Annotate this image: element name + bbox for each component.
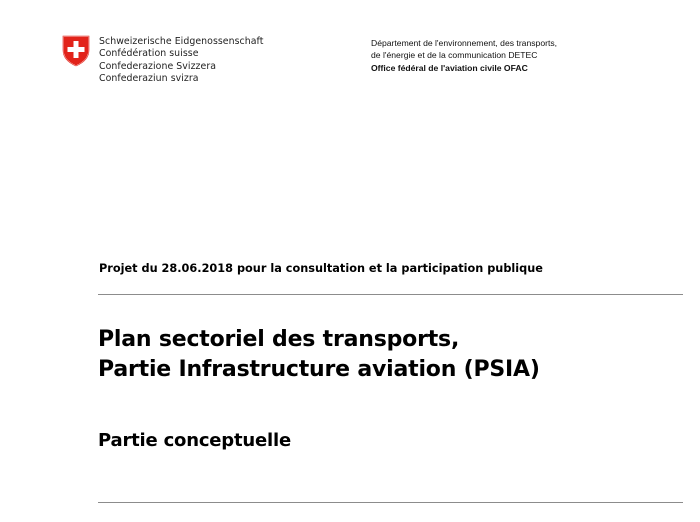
department-acronym: DETEC — [508, 50, 538, 61]
department-line-1: Département de l'environnement, des transports, — [371, 38, 558, 48]
confederation-name-it: Confederazione Svizzera — [99, 60, 217, 72]
divider-bottom — [98, 502, 683, 503]
confederation-names — [99, 36, 263, 86]
project-date-line: Projet du 28.06.2018 pour la consultation et la participation publique — [99, 262, 543, 275]
department-line-2-text: de l'énergie et de la communication — [371, 50, 509, 61]
divider-top — [98, 294, 683, 295]
document-subtitle: Partie conceptuelle — [98, 430, 291, 451]
swiss-shield-icon — [62, 35, 90, 67]
confederation-name-de: Schweizerische Eidgenossenschaft — [99, 36, 264, 47]
document-title-line-1: Plan sectoriel des transports, — [98, 327, 460, 352]
department-block — [371, 37, 557, 74]
confederation-name-fr: Confédération suisse — [99, 48, 199, 60]
document-title — [98, 325, 540, 385]
department-line-2 — [371, 49, 557, 61]
confederation-name-rm: Confederaziun svizra — [99, 73, 199, 85]
letterhead — [0, 0, 700, 100]
document-title-line-2: Partie Infrastructure aviation (PSIA) — [98, 357, 540, 382]
office-name: Office fédéral de l'aviation civile OFAC — [371, 62, 528, 73]
